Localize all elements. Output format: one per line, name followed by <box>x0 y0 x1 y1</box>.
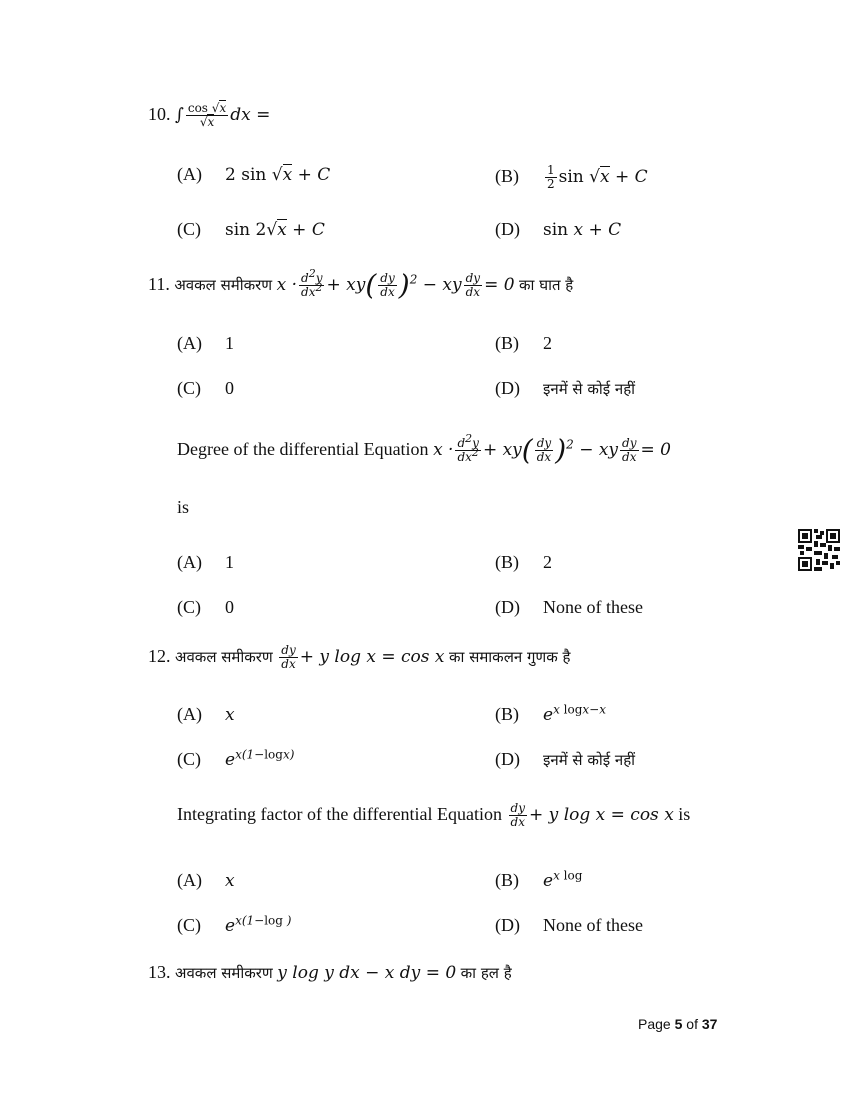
question-number: 11. <box>148 274 170 294</box>
q10-option-c: (C) sin 2√x + C <box>177 219 325 240</box>
q12-en-option-d: (D) None of these <box>495 915 643 935</box>
question-number: 12. <box>148 646 171 666</box>
q11-en-option-d: (D) None of these <box>495 597 643 617</box>
qr-code <box>798 529 840 571</box>
q11-en-option-a: (A) 1 <box>177 552 234 572</box>
equation: x · $\frac{d2y}{dx2}$ + xy( $\frac{dy}{dx}$ )$^2$ − xy $\frac{dy}{dx}$ = 0 <box>433 432 671 467</box>
q12-hi-option-d: (D) इनमें से कोई नहीं <box>495 749 636 769</box>
q12-en-option-c: (C) $e^{x(1-log )}$ <box>177 913 292 936</box>
q12-en-option-b: (B) $e^{x log}$ <box>495 868 583 891</box>
q11-en-option-c: (C) 0 <box>177 597 234 617</box>
question-11-english: Degree of the differential Equation x · $\frac{d2y}{dx2}$ + xy( $\frac{dy}{dx}$ )$^2$ − xy $\frac{dy}{dx}$ = 0 <box>177 432 671 467</box>
equation: $\frac{dy}{dx}$ + y log x = cos x <box>281 643 445 671</box>
q12-hi-option-b: (B) $e^{x logx-x}$ <box>495 702 606 725</box>
q11-hi-option-a: (A) 1 <box>177 333 234 353</box>
integral-expression: ∫ $\frac{\cos √x}{√x}$ dx = <box>175 101 271 129</box>
q12-hi-option-c: (C) $e^{x(1-logx)}$ <box>177 747 295 770</box>
question-number: 13. <box>148 962 171 982</box>
q11-hi-option-c: (C) 0 <box>177 378 234 398</box>
question-12-english: Integrating factor of the differential Equation $\frac{dy}{dx}$ + y log x = cos x is <box>177 801 691 829</box>
equation: $\frac{dy}{dx}$ + y log x = cos x <box>510 801 674 829</box>
question-12-hindi: 12. अवकल समीकरण $\frac{dy}{dx}$ + y log x = cos x का समाकलन गुणक है <box>148 643 571 671</box>
q11-hi-option-b: (B) 2 <box>495 333 552 353</box>
q11-en-option-b: (B) 2 <box>495 552 552 572</box>
question-number: 10. <box>148 104 171 124</box>
q12-en-option-a: (A) x <box>177 870 235 891</box>
q12-hi-option-a: (A) x <box>177 704 235 725</box>
question-13-hindi: 13. अवकल समीकरण y log y dx − x dy = 0 का हल है <box>148 962 512 983</box>
question-11-english-suffix: is <box>177 497 190 517</box>
q10-option-d: (D) sin x + C <box>495 219 622 240</box>
q10-option-b: (B) $\frac{1}{2}$ sin √x + C <box>495 163 648 191</box>
question-10 <box>148 102 270 129</box>
question-11-hindi: 11. अवकल समीकरण x · $\frac{d2y}{dx2}$ + xy( $\frac{dy}{dx}$ )$^2$ − xy $\frac{dy}{dx}$ = 0 का घात है <box>148 267 574 302</box>
equation: y log y dx − x dy = 0 <box>277 963 457 983</box>
equation: x · $\frac{d2y}{dx2}$ + xy( $\frac{dy}{dx}$ )$^2$ − xy $\frac{dy}{dx}$ = 0 <box>276 267 515 302</box>
q10-option-a: (A) 2 sin √x + C <box>177 164 331 185</box>
q11-hi-option-d: (D) इनमें से कोई नहीं <box>495 378 636 398</box>
page-number: Page 5 of 37 <box>638 1016 718 1032</box>
